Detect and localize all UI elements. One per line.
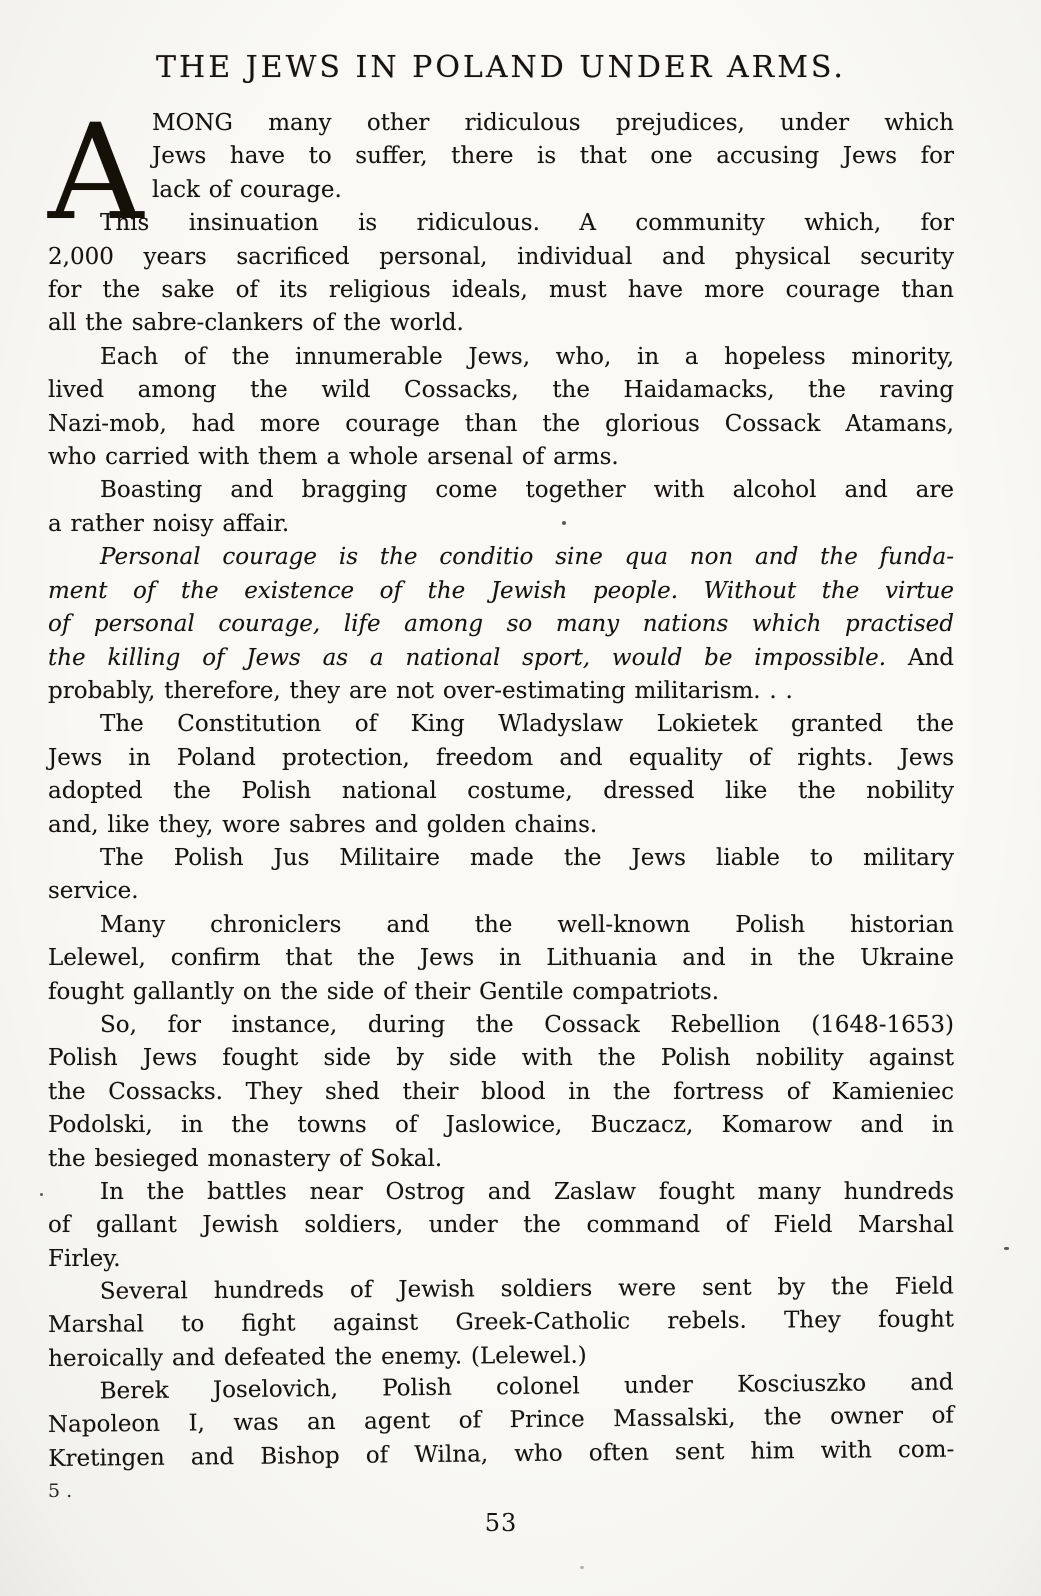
- text-line: MONG many other ridiculous prejudices, under which: [152, 110, 954, 136]
- text-line: adopted the Polish national costume, dressed like the nobility: [48, 778, 954, 805]
- text-line: fought gallantly on the side of their Gentile compatriots.: [48, 978, 720, 1005]
- text-line: The Constitution of King Wladyslaw Lokietek granted the: [100, 711, 954, 738]
- text-line: Polish Jews fought side by side with the Polish nobility against: [48, 1045, 954, 1072]
- paragraph: [48, 708, 954, 842]
- page-number: 53: [484, 1508, 518, 1537]
- ink-speck: [1004, 1247, 1009, 1250]
- paragraph: [47, 1367, 954, 1477]
- text-line: Jews in Poland protection, freedom and equality of rights. Jews: [48, 744, 954, 771]
- text-line: all the sabre-clankers of the world.: [48, 310, 464, 337]
- text-line: Kretingen and Bishop of Wilna, who often sent him with com-: [48, 1436, 955, 1473]
- print-artifact: 5 .: [48, 1479, 73, 1502]
- paragraph: [48, 207, 954, 341]
- text-line: the besieged monastery of Sokal.: [48, 1145, 443, 1172]
- text-line: of personal courage, life among so many nations which practised: [48, 611, 954, 638]
- text-line: In the battles near Ostrog and Zaslaw fought many hundreds: [100, 1179, 954, 1205]
- text-line: service.: [48, 878, 139, 905]
- text-line: This insinuation is ridiculous. A community which, for: [100, 210, 954, 237]
- text-line: and, like they, wore sabres and golden chains.: [48, 811, 598, 838]
- paragraph: [48, 1176, 954, 1276]
- text-line: a rather noisy affair.: [48, 510, 290, 537]
- text-line: Nazi-mob, had more courage than the glorious Cossack Atamans,: [48, 410, 954, 437]
- page-title: THE JEWS IN POLAND UNDER ARMS.: [156, 50, 846, 85]
- text-line: of gallant Jewish soldiers, under the command of Field Marshal: [48, 1212, 954, 1239]
- ink-speck: [580, 1566, 584, 1569]
- body-text: [47, 96, 955, 1477]
- paragraph: [48, 909, 954, 1009]
- text-line: Several hundreds of Jewish soldiers were sent by the Field: [99, 1273, 954, 1305]
- paragraph: [48, 541, 954, 708]
- paragraph: [48, 341, 954, 475]
- text-line: lived among the wild Cossacks, the Haidamacks, the raving: [48, 377, 954, 404]
- ink-speck: [40, 1193, 43, 1196]
- drop-cap: A: [48, 96, 144, 250]
- text-line: The Polish Jus Militaire made the Jews liable to military: [100, 844, 954, 871]
- text-line: Many chroniclers and the well-known Polish historian: [100, 911, 954, 938]
- text-line: lack of courage.: [152, 176, 342, 203]
- text-line: Jews have to suffer, there is that one accusing Jews for: [152, 143, 954, 170]
- text-line: 2,000 years sacrificed personal, individual and physical security: [48, 243, 954, 270]
- text-line: ment of the existence of the Jewish people. Without the virtue: [48, 577, 954, 604]
- text-line: Boasting and bragging come together with alcohol and are: [100, 477, 954, 504]
- text-line: Marshal to fight against Greek-Catholic rebels. They fought: [47, 1307, 955, 1339]
- paragraph: [48, 842, 954, 909]
- paragraph: [48, 1009, 954, 1176]
- text-line: the killing of Jews as a national sport, would be impossible. And: [48, 644, 954, 671]
- text-line: who carried with them a whole arsenal of arms.: [48, 444, 619, 471]
- text-line: Personal courage is the conditio sine qua non and the funda-: [100, 544, 954, 571]
- text-line: Firley.: [48, 1245, 121, 1272]
- text-line: Berek Joselovich, Polish colonel under Kosciuszko and: [99, 1369, 954, 1405]
- paragraph: [48, 1271, 955, 1377]
- text-line: Podolski, in the towns of Jaslowice, Buczacz, Komarow and in: [48, 1112, 954, 1139]
- text-line: Napoleon I, was an agent of Prince Massalski, the owner of: [47, 1403, 955, 1439]
- text-line: heroically and defeated the enemy. (Lelewel.): [48, 1342, 587, 1373]
- text-line: Lelewel, confirm that the Jews in Lithuania and in the Ukraine: [48, 945, 954, 972]
- text-line: probably, therefore, they are not over-estimating militarism. . .: [48, 677, 793, 704]
- text-line: for the sake of its religious ideals, must have more courage than: [48, 277, 954, 304]
- paragraph: [48, 474, 954, 541]
- text-line: Each of the innumerable Jews, who, in a hopeless minority,: [100, 343, 954, 370]
- text-line: the Cossacks. They shed their blood in the fortress of Kamieniec: [48, 1078, 954, 1105]
- page-content: [48, 50, 954, 1537]
- text-line: So, for instance, during the Cossack Rebellion (1648-1653): [100, 1011, 954, 1038]
